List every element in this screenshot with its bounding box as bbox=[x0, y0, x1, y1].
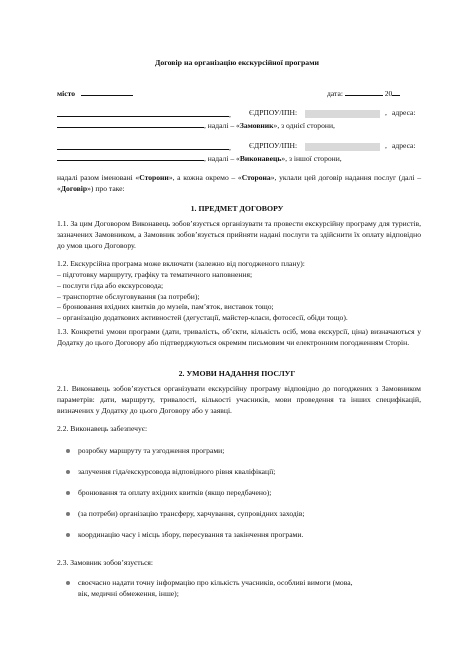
party2-role-pre: , надалі – « bbox=[204, 154, 240, 163]
list-item: – бронювання вхідних квитків до музеїв, пам’яток, виставок тощо; bbox=[57, 302, 274, 312]
bullet-dot-icon bbox=[66, 533, 70, 537]
bullet-item bbox=[78, 578, 421, 600]
section1-title: 1. ПРЕДМЕТ ДОГОВОРУ bbox=[190, 204, 284, 213]
party2-name-field[interactable] bbox=[57, 141, 229, 150]
city-field[interactable] bbox=[81, 87, 133, 96]
party1-name-field[interactable] bbox=[57, 108, 229, 117]
list-item: – організацію додаткових активностей (дегустації, майстер-класи, фотосесії, обіди тощо). bbox=[57, 313, 348, 323]
clause-2-2-intro: 2.2. Виконавець забезпечує: bbox=[57, 424, 148, 433]
term-storona: Сторона bbox=[241, 173, 271, 182]
party2-address-field[interactable] bbox=[57, 152, 204, 161]
bullet-line: вік, медичні обмеження, інше); bbox=[78, 588, 179, 598]
party2-role-post: », з іншої сторони, bbox=[281, 154, 342, 163]
party2-edrpou-label: ЄДРПОУ/ІПН: bbox=[249, 141, 298, 150]
section2-title: 2. УМОВИ НАДАННЯ ПОСЛУГ bbox=[178, 369, 296, 378]
city-date-row bbox=[57, 87, 421, 100]
bullet-dot-icon bbox=[66, 491, 70, 495]
term-dohovir: Договір bbox=[60, 183, 88, 193]
party2-line1: , ЄДРПОУ/ІПН: , адреса: bbox=[57, 141, 421, 154]
bullet-dot-icon bbox=[66, 512, 70, 516]
list-item: – послуги гіда або екскурсовода; bbox=[57, 280, 164, 290]
party1-address-label: адреса: bbox=[392, 108, 416, 117]
party2-address-label: адреса: bbox=[392, 141, 416, 150]
year-field[interactable] bbox=[392, 87, 400, 96]
party1-role-post: », з однієї сторони, bbox=[273, 121, 335, 130]
bullet-item: розробку маршруту та узгодження програми; bbox=[78, 446, 421, 457]
clause-1-1: 1.1. За цим Договором Виконавець зобов’язується організувати та провести екскурсійну програму для туристів, зазначених Замовником, а Замовник зобов’язується прийняти надані послуги та здійснити їх оплату відповідно до умов цього Договору. bbox=[57, 219, 421, 250]
party1-edrpou-label: ЄДРПОУ/ІПН: bbox=[249, 108, 298, 117]
clause-2-1: 2.1. Виконавець зобов’язується організувати екскурсійну програму відповідно до погоджених з Замовником параметрів: дати, маршруту, тривалості, кількості учасників, мови проведення та інших специфікацій, визначених у Додатку до цього Договору або у заявці. bbox=[57, 384, 421, 415]
clause-1-3: 1.3. Конкретні умови програми (дати, тривалість, об’єкти, кількість осіб, мова екскурсії, ціна) визначаються у Додатку до цього Договору або підтверджуються окремим письмовим чи електронним погодженням Сторін. bbox=[57, 327, 421, 347]
party1-edrpou-field[interactable] bbox=[305, 110, 380, 118]
intro-paragraph: надалі разом іменовані «Сторони», а кожна окремо – «Сторона», уклали цей договір надання послуг (далі – «Договір») про таке: bbox=[57, 173, 421, 193]
bullet-dot-icon bbox=[66, 470, 70, 474]
list-item: – підготовку маршруту, графіку та тематичного наповнення; bbox=[57, 270, 253, 279]
clause-1-2-list bbox=[57, 270, 421, 324]
party1-address-field[interactable] bbox=[57, 119, 204, 128]
list-item: – транспортне обслуговування (за потреби); bbox=[57, 291, 200, 301]
date-field[interactable] bbox=[345, 87, 383, 96]
party2-line2 bbox=[57, 152, 421, 165]
date-group: дата: 20 bbox=[327, 87, 400, 100]
party1-line1: , ЄДРПОУ/ІПН: , адреса: bbox=[57, 108, 421, 121]
bullet-dot-icon bbox=[66, 581, 70, 585]
year-prefix: 20 bbox=[384, 89, 393, 98]
term-storony: Сторони bbox=[139, 173, 169, 182]
party2-edrpou-field[interactable] bbox=[305, 143, 380, 151]
document-title: Договір на організацію екскурсійної програми bbox=[154, 58, 319, 67]
bullet-dot-icon bbox=[66, 449, 70, 453]
bullet-item: залучення гіда/екскурсовода відповідного рівня кваліфікації; bbox=[78, 467, 421, 478]
bullet-item: координацію часу і місць збору, пересування та закінчення програми. bbox=[78, 530, 421, 541]
party1-role-pre: , надалі – « bbox=[204, 121, 240, 130]
clause-2-3-intro: 2.3. Замовник зобов’язується: bbox=[57, 558, 154, 567]
bullet-item: (за потреби) організацію трансферу, харчування, супровідних заходів; bbox=[78, 509, 421, 520]
date-label: дата bbox=[327, 89, 341, 98]
bullet-line: своєчасно надати точну інформацію про кількість учасників, особливі вимоги (мова, bbox=[78, 578, 353, 587]
bullet-item: бронювання та оплату вхідних квитків (якщо передбачено); bbox=[78, 488, 421, 499]
party1-role: Замовник bbox=[239, 121, 274, 130]
party1-line2 bbox=[57, 119, 421, 132]
city-label: місто bbox=[57, 89, 76, 98]
clause-1-2-intro: 1.2. Екскурсійна програма може включати (залежно від погодженого плану): bbox=[57, 259, 305, 268]
party2-role: Виконавець bbox=[239, 154, 282, 163]
